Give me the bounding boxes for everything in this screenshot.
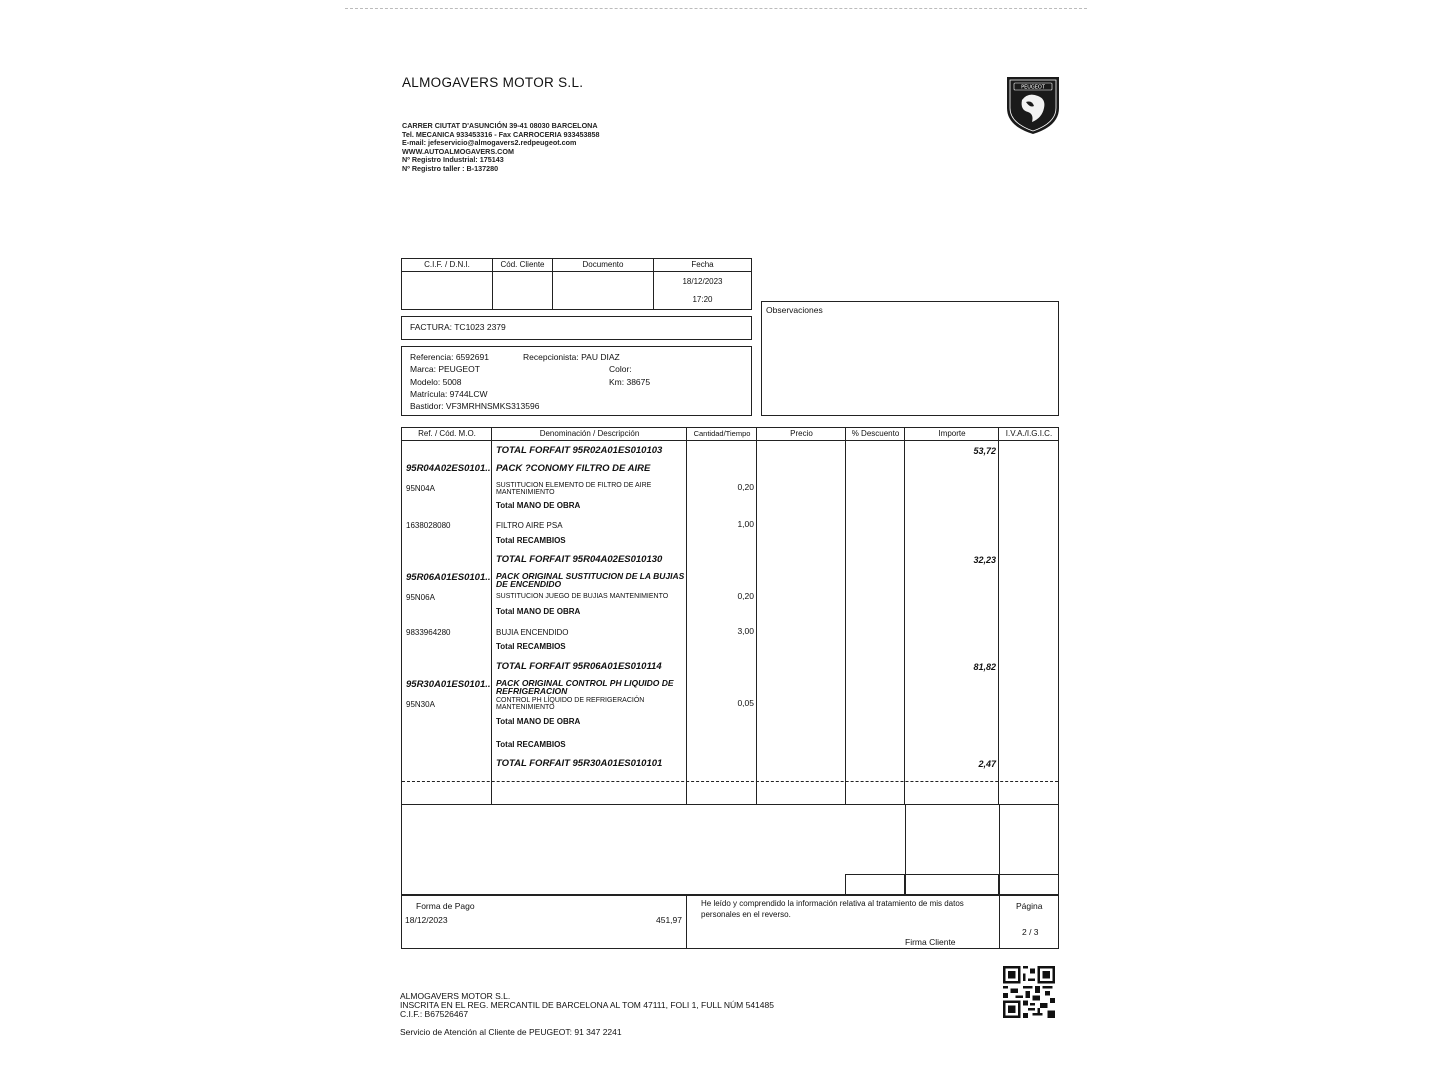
row-importe: 32,23 <box>973 555 996 565</box>
table-row: Total MANO DE OBRA <box>496 501 581 510</box>
logo-text: PEUGEOT <box>1021 84 1045 91</box>
payment-amount: 451,97 <box>656 915 682 925</box>
color: Color: <box>609 364 632 374</box>
row-ref: 95N04A <box>406 484 435 493</box>
row-qty: 3,00 <box>737 626 754 636</box>
th-precio: Precio <box>790 429 813 438</box>
fecha-value: 18/12/2023 <box>682 277 723 286</box>
col-descuento <box>846 428 905 804</box>
th-iva: I.V.A./I.G.I.C. <box>1005 429 1053 438</box>
table-row: Total MANO DE OBRA <box>496 607 581 616</box>
table-dashed-divider <box>402 781 1058 782</box>
row-ref: 95R04A02ES0101.. <box>406 463 491 474</box>
table-row: PACK ORIGINAL CONTROL PH LIQUIDO DE <box>496 678 674 688</box>
firma-cliente-label: Firma Cliente <box>905 937 956 947</box>
th-qty: Cantidad/Tiempo <box>693 429 751 438</box>
th-descuento: % Descuento <box>851 429 900 438</box>
footer-line: ALMOGAVERS MOTOR S.L. <box>400 991 511 1001</box>
footer-legal <box>400 992 774 1019</box>
row-importe: 53,72 <box>973 446 996 456</box>
table-row: Total RECAMBIOS <box>496 536 566 545</box>
table-row: CONTROL PH LÍQUIDO DE REFRIGERACIÓN <box>496 697 645 704</box>
footer-line: C.I.F.: B67526467 <box>400 1009 469 1019</box>
address-line: Nº Registro taller : B-137280 <box>402 163 499 173</box>
bastidor: Bastidor: VF3MRHNSMKS313596 <box>410 401 540 411</box>
marca: Marca: PEUGEOT <box>410 364 480 374</box>
payment-divider <box>686 896 687 948</box>
row-qty: 0,20 <box>737 482 754 492</box>
customer-service: Servicio de Atención al Cliente de PEUGEOT: 91 347 2241 <box>400 1027 622 1037</box>
table-row: TOTAL FORFAIT 95R04A02ES010130 <box>496 554 663 565</box>
table-row: MANTENIMIENTO <box>496 489 555 496</box>
privacy-text: personales en el reverso. <box>701 910 791 919</box>
payment-divider <box>999 896 1000 948</box>
th-ref: Ref. / Cód. M.O. <box>418 429 476 438</box>
forma-pago-label: Forma de Pago <box>416 901 475 911</box>
row-qty: 0,05 <box>737 698 754 708</box>
payment-date: 18/12/2023 <box>405 915 448 925</box>
recepcionista: Recepcionista: PAU DIAZ <box>523 352 620 362</box>
company-address <box>402 122 599 174</box>
col-importe <box>905 428 999 804</box>
observaciones-box: Observaciones <box>761 301 1059 416</box>
address-line: Tel. MECANICA 933453316 - Fax CARROCERIA 933453858 <box>402 129 600 139</box>
referencia: Referencia: 6592691 <box>410 352 489 362</box>
address-line: E-mail: jefeservicio@almogavers2.redpeugeot.com <box>402 138 577 148</box>
address-line: CARRER CIUTAT D'ASUNCIÓN 39-41 08030 BARCELONA <box>402 121 598 130</box>
pagina-value: 2 / 3 <box>1022 927 1039 937</box>
table-row: FILTRO AIRE PSA <box>496 521 563 530</box>
payment-box <box>401 895 1059 949</box>
top-rule <box>345 8 1087 9</box>
table-row: PACK ORIGINAL SUSTITUCION DE LA BUJIAS <box>496 571 685 581</box>
table-row: Total RECAMBIOS <box>496 642 566 651</box>
row-qty: 1,00 <box>737 519 754 529</box>
row-qty: 0,20 <box>737 591 754 601</box>
table-row: Total MANO DE OBRA <box>496 717 581 726</box>
col-documento <box>553 259 654 309</box>
table-row: PACK ?CONOMY FILTRO DE AIRE <box>496 463 651 474</box>
company-name: ALMOGAVERS MOTOR S.L. <box>402 75 584 90</box>
invoice-number: FACTURA: TC1023 2379 <box>401 316 752 340</box>
hora-value: 17:20 <box>692 295 713 304</box>
row-ref: 95N06A <box>406 593 435 602</box>
vehicle-info <box>401 346 752 416</box>
address-line: Nº Registro Industrial: 175143 <box>402 155 504 165</box>
address-line: WWW.AUTOALMOGAVERS.COM <box>402 146 514 156</box>
items-table <box>401 427 1059 805</box>
col-cif <box>402 259 493 309</box>
row-ref: 9833964280 <box>406 628 451 637</box>
col-precio <box>757 428 846 804</box>
table-row: BUJIA ENCENDIDO <box>496 628 569 637</box>
th-desc: Denominación / Descripción <box>539 429 640 438</box>
row-importe: 2,47 <box>978 759 996 769</box>
col-cif-header: C.I.F. / D.N.I. <box>402 259 492 272</box>
peugeot-lion-logo-icon <box>1004 74 1062 136</box>
col-cliente-header: Cód. Cliente <box>493 259 552 272</box>
th-importe: Importe <box>938 429 966 438</box>
table-row: TOTAL FORFAIT 95R06A01ES010114 <box>496 661 662 672</box>
col-documento-header: Documento <box>553 259 653 272</box>
total-cell <box>845 874 905 895</box>
table-row: SUSTITUCION JUEGO DE BUJIAS MANTENIMIENTO <box>496 593 669 600</box>
table-row: TOTAL FORFAIT 95R02A01ES010103 <box>496 445 663 456</box>
col-fecha-header: Fecha <box>654 259 751 272</box>
col-cliente <box>493 259 553 309</box>
privacy-text: He leído y comprendido la información relativa al tratamiento de mis datos <box>701 899 964 908</box>
qr-code-icon <box>1003 966 1055 1018</box>
table-row: MANTENIMIENTO <box>496 704 555 711</box>
table-row: SUSTITUCION ELEMENTO DE FILTRO DE AIRE <box>496 482 652 489</box>
footer-line: INSCRITA EN EL REG. MERCANTIL DE BARCELONA AL TOM 47111, FOLI 1, FULL NÚM 541485 <box>400 1000 774 1010</box>
row-ref: 95R30A01ES0101.. <box>406 679 491 690</box>
total-cell <box>904 874 999 895</box>
invoice-header-table <box>401 258 752 310</box>
row-ref: 95R06A01ES0101.. <box>406 572 491 583</box>
km: Km: 38675 <box>609 377 651 387</box>
modelo: Modelo: 5008 <box>410 377 462 387</box>
col-fecha <box>654 259 751 309</box>
row-ref: 95N30A <box>406 700 435 709</box>
table-row: REFRIGERACION <box>496 686 568 696</box>
table-row: TOTAL FORFAIT 95R30A01ES010101 <box>496 758 663 769</box>
row-importe: 81,82 <box>973 662 996 672</box>
matricula: Matrícula: 9744LCW <box>410 389 488 399</box>
row-ref: 1638028080 <box>406 521 451 530</box>
total-cell <box>998 874 1059 895</box>
table-row: Total RECAMBIOS <box>496 740 566 749</box>
pagina-label: Página <box>1016 901 1043 911</box>
table-row: DE ENCENDIDO <box>496 579 562 589</box>
